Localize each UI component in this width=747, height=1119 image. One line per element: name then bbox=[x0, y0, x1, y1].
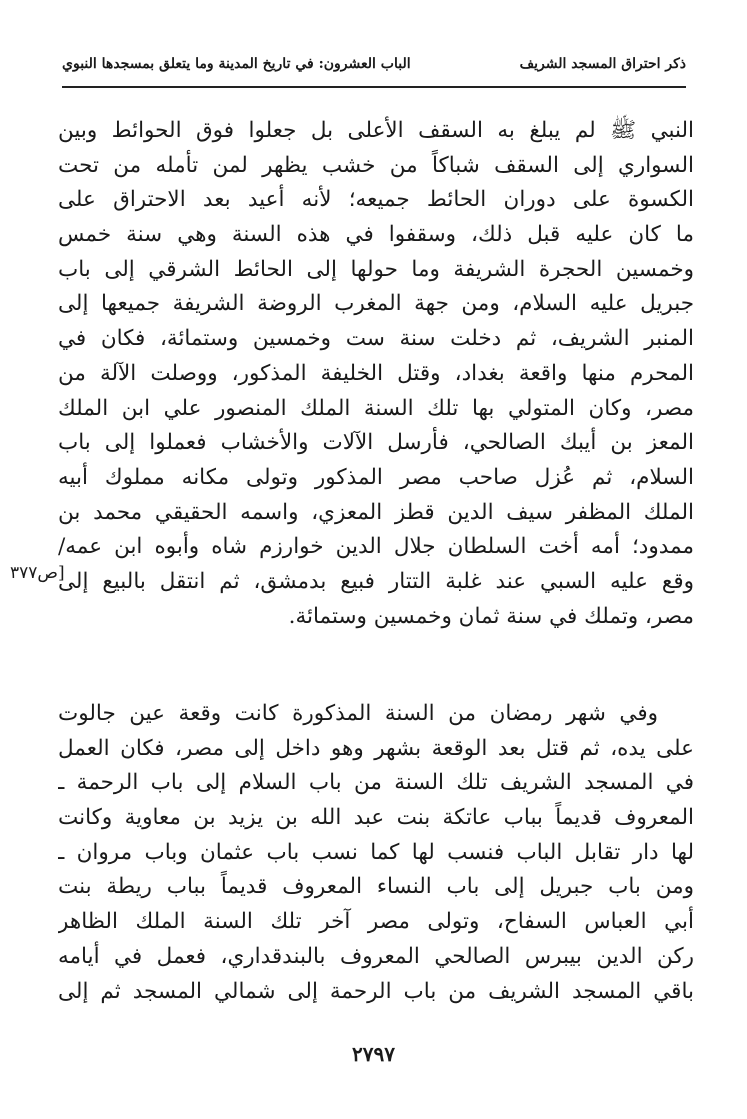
text-line: المعروف قديماً بباب عاتكة بنت عبد الله بن يزيد بن معاوية وكانت bbox=[58, 805, 694, 831]
text-line: مصر، وكان المتولي بها تلك السنة الملك المنصور علي ابن الملك bbox=[58, 395, 694, 421]
text-line: باقي المسجد الشريف من باب الرحمة إلى شمالي المسجد ثم إلى bbox=[58, 978, 694, 1004]
text-line: مصر، وتملك في سنة ثمان وخمسين وستمائة. bbox=[288, 603, 694, 629]
text-line: الكسوة على دوران الحائط جميعه؛ لأنه أعيد بعد الاحتراق على bbox=[58, 187, 694, 213]
text-line: ما كان عليه قبل ذلك، وسقفوا في هذه السنة وهي سنة خمس bbox=[58, 222, 694, 248]
header-divider bbox=[62, 86, 686, 88]
paragraph-2 bbox=[58, 697, 694, 1009]
text-line: السواري إلى السقف شباكاً من خشب يظهر لمن تأمله من تحت bbox=[58, 152, 694, 178]
running-header bbox=[62, 50, 686, 84]
text-line: المحرم منها واقعة بغداد، وقتل الخليفة المذكور، ووصلت الآلة من bbox=[58, 360, 694, 386]
paragraph-1 bbox=[58, 114, 694, 634]
text-line: المعز بن أيبك الصالحي، فأرسل الآلات والأخشاب فعملوا إلى باب bbox=[58, 430, 694, 456]
text-line: ممدود؛ أمه أخت السلطان جلال الدين خوارزم شاه وأبوه ابن عمه/ bbox=[58, 534, 694, 560]
text-line: جبريل عليه السلام، ومن جهة المغرب الروضة الشريفة جميعها إلى bbox=[58, 291, 694, 317]
text-line: ومن باب جبريل إلى باب النساء المعروف قديماً بباب ريطة بنت bbox=[58, 874, 694, 900]
page-number: ٢٧٩٧ bbox=[352, 1042, 395, 1066]
text-line: ركن الدين بيبرس الصالحي المعروف بالبندقداري، فعمل في أيامه bbox=[58, 943, 694, 969]
text-line: وخمسين الحجرة الشريفة وما حولها إلى الحائط الشرقي إلى باب bbox=[58, 256, 694, 282]
text-line: على يده، ثم قتل بعد الوقعة بشهر وهو داخل إلى مصر، فكان العمل bbox=[58, 735, 694, 761]
text-line: الملك المظفر سيف الدين قطز المعزي، واسمه الحقيقي محمد بن bbox=[58, 499, 694, 525]
text-line: وقع عليه السبي عند غلبة التتار فبيع بدمشق، ثم انتقل بالبيع إلى bbox=[58, 568, 694, 594]
text-line: السلام، ثم عُزل صاحب مصر المذكور وتولى مكانه مملوك أبيه bbox=[58, 464, 694, 490]
text-line: لها دار تقابل الباب فنسب لها كما نسب باب عثمان وباب مروان ـ bbox=[58, 839, 694, 865]
text-line: المنبر الشريف، ثم دخلت سنة ست وخمسين وستمائة، فكان في bbox=[58, 326, 694, 352]
text-line: النبي ﷺ لم يبلغ به السقف الأعلى بل جعلوا فوق الحوائط وبين bbox=[58, 118, 694, 143]
header-chapter-title: الباب العشرون: في تاريخ المدينة وما يتعلق بمسجدها النبوي bbox=[62, 56, 411, 72]
header-section-title: ذكر احتراق المسجد الشريف bbox=[519, 56, 686, 72]
text-line: في المسجد الشريف تلك السنة من باب السلام إلى باب الرحمة ـ bbox=[58, 770, 694, 796]
margin-page-reference: [ص٣٧٧ bbox=[10, 563, 65, 583]
text-line: أبي العباس السفاح، وتولى مصر آخر تلك السنة الملك الظاهر bbox=[58, 909, 694, 935]
text-line: وفي شهر رمضان من السنة المذكورة كانت وقعة عين جالوت bbox=[58, 701, 658, 726]
